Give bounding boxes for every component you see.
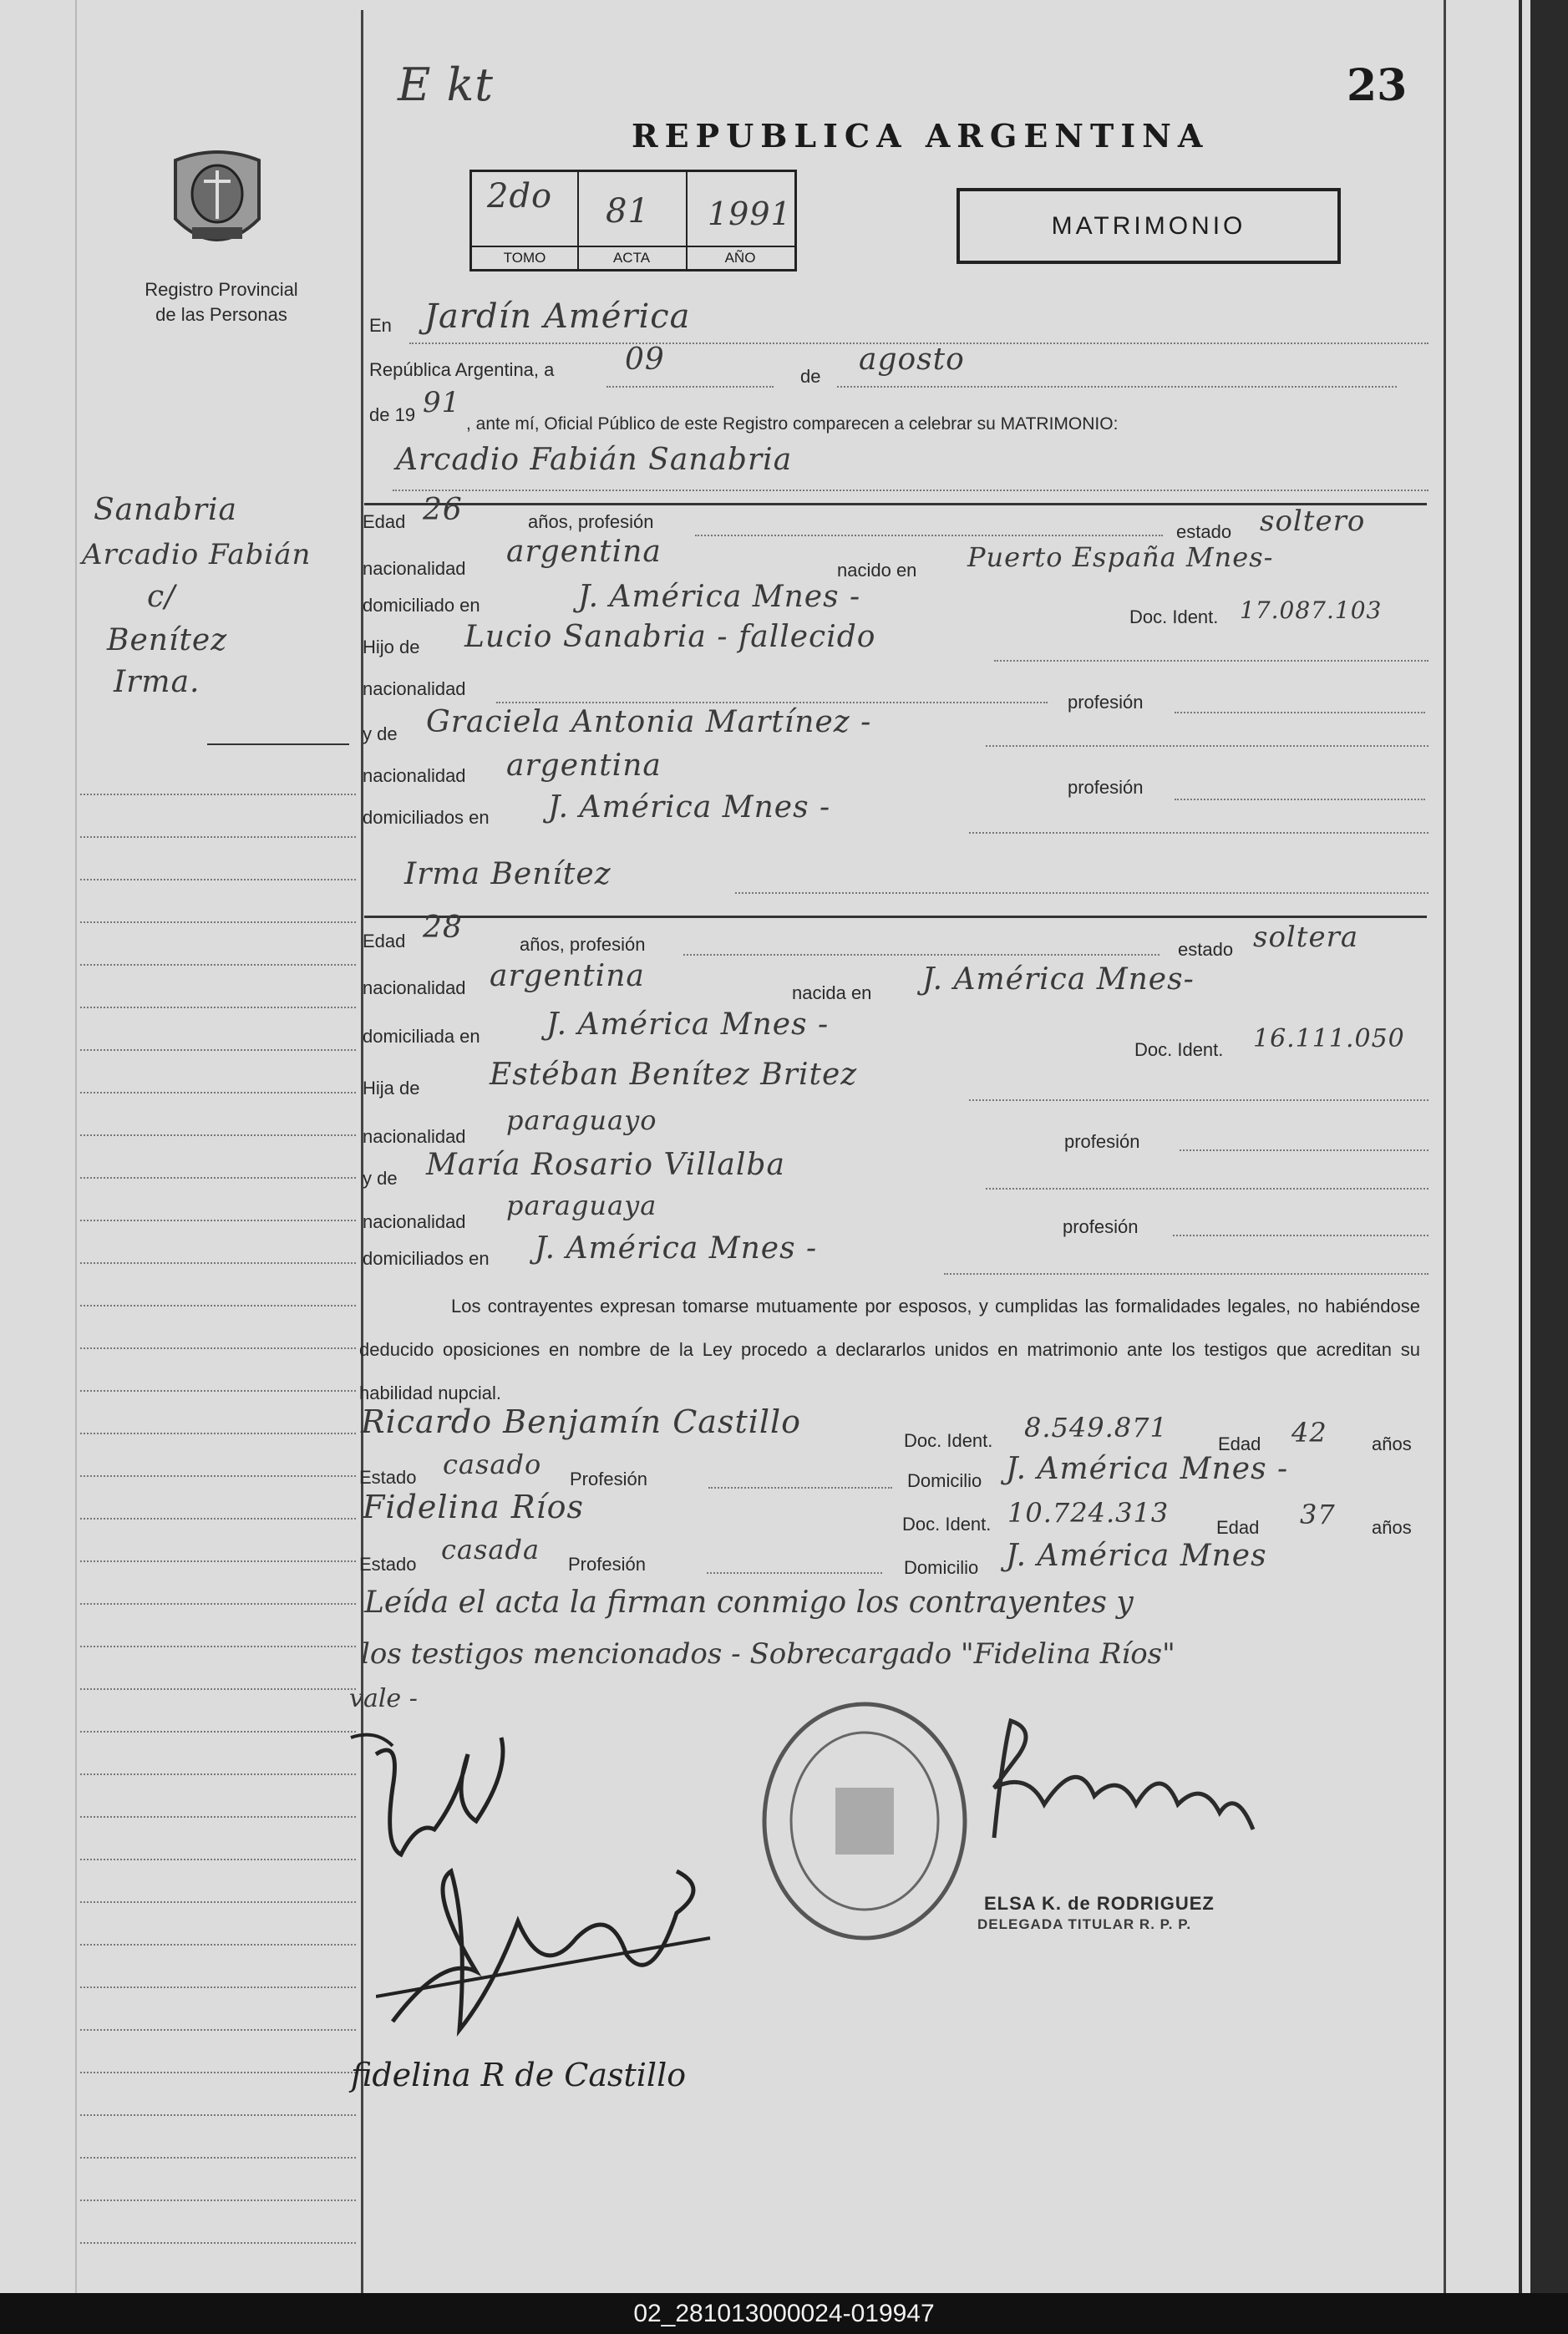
bride-nac-madre-label: nacionalidad bbox=[363, 1211, 466, 1232]
witness-2-profesion-line bbox=[707, 1572, 882, 1574]
margin-rule-line bbox=[80, 1390, 356, 1392]
registry-line-2: de las Personas bbox=[155, 304, 287, 325]
groom-doc-label: Doc. Ident. bbox=[1129, 606, 1219, 627]
bride-doc-label: Doc. Ident. bbox=[1134, 1039, 1224, 1060]
groom-profesion-madre-label: profesión bbox=[1068, 777, 1144, 798]
registry-line-1: Registro Provincial bbox=[145, 279, 298, 300]
margin-rule-line bbox=[80, 1944, 356, 1946]
margin-rule-line bbox=[80, 836, 356, 838]
witness-1-estado-label: Estado bbox=[359, 1467, 417, 1488]
margin-rule-line bbox=[80, 921, 356, 923]
groom-domicilios-line bbox=[969, 832, 1428, 834]
bride-padre: Estéban Benítez Britez bbox=[490, 1058, 858, 1092]
document-title: REPUBLICA ARGENTINA bbox=[632, 117, 1210, 155]
witness-2-edad-label: Edad bbox=[1216, 1517, 1260, 1538]
witness-1-name: Ricardo Benjamín Castillo bbox=[361, 1403, 802, 1440]
margin-rule-line bbox=[80, 1603, 356, 1605]
bride-doc: 16.111.050 bbox=[1253, 1024, 1405, 1053]
groom-yde-label: y de bbox=[363, 723, 398, 744]
year-suffix: 91 bbox=[423, 386, 461, 419]
groom-padre-line bbox=[994, 660, 1428, 662]
closing-note-line-1: Leída el acta la firman conmigo los contrayentes y bbox=[364, 1586, 1134, 1620]
bride-nacida-label: nacida en bbox=[792, 982, 872, 1003]
margin-rule-line bbox=[80, 1177, 356, 1179]
margin-rule-line bbox=[80, 794, 356, 795]
groom-profesion-madre-line bbox=[1175, 799, 1425, 800]
bride-edad-label: Edad bbox=[363, 931, 406, 951]
groom-nacido-label: nacido en bbox=[837, 560, 917, 581]
bride-nac-madre: paraguaya bbox=[506, 1190, 657, 1221]
bride-domicilios-line bbox=[944, 1273, 1428, 1275]
bride-domicilio-label: domiciliada en bbox=[363, 1026, 480, 1047]
margin-rule-line bbox=[80, 2157, 356, 2159]
margin-rule-line bbox=[80, 1901, 356, 1903]
bride-edad: 28 bbox=[423, 911, 463, 945]
closing-note-line-3: vale - bbox=[349, 1684, 418, 1713]
witness-1-domicilio: J. América Mnes - bbox=[1006, 1452, 1289, 1486]
bride-nacida: J. América Mnes- bbox=[922, 962, 1195, 997]
margin-rule-line bbox=[80, 1092, 356, 1093]
margin-rule-line bbox=[80, 1134, 356, 1136]
bride-madre: María Rosario Villalba bbox=[426, 1148, 785, 1182]
binding-fold bbox=[75, 0, 77, 2293]
witness-2-estado-label: Estado bbox=[359, 1554, 417, 1575]
groom-padre: Lucio Sanabria - fallecido bbox=[464, 620, 876, 654]
margin-rule-line bbox=[80, 1220, 356, 1221]
margin-rule-line bbox=[80, 2114, 356, 2116]
scan-id-footer: 02_281013000024-019947 bbox=[0, 2293, 1568, 2334]
provincial-coat-of-arms-icon bbox=[167, 144, 267, 261]
witness-2-domicilio: J. América Mnes bbox=[1006, 1539, 1267, 1573]
margin-rule-line bbox=[80, 2072, 356, 2073]
statement-text: , ante mí, Oficial Público de este Registro comparecen a celebrar su MATRIMONIO: bbox=[466, 414, 1119, 434]
margin-note-rule bbox=[207, 743, 349, 745]
margin-rule-line bbox=[80, 1731, 356, 1733]
official-seal-icon bbox=[756, 1696, 973, 1946]
witness-1-profesion-label: Profesión bbox=[570, 1469, 647, 1489]
groom-nacionalidad-label: nacionalidad bbox=[363, 558, 466, 579]
groom-nac-padre-line bbox=[496, 702, 1048, 703]
witness-1-doc: 8.549.871 bbox=[1024, 1412, 1168, 1444]
bride-section-rule bbox=[364, 916, 1427, 918]
groom-nac-padre-label: nacionalidad bbox=[363, 678, 466, 699]
en-label: En bbox=[369, 315, 392, 336]
acta-value: 81 bbox=[606, 192, 650, 231]
handwritten-mark: E kt bbox=[398, 58, 495, 111]
witness-1-profesion-line bbox=[708, 1487, 892, 1489]
bride-anos-label: años, profesión bbox=[520, 934, 646, 955]
witness-2-domicilio-label: Domicilio bbox=[904, 1557, 979, 1578]
bride-profesion-madre-line bbox=[1173, 1235, 1428, 1236]
margin-divider bbox=[361, 10, 363, 2293]
margin-note-line-4: Benítez bbox=[107, 623, 228, 657]
anio-cell bbox=[686, 172, 794, 269]
witness-1-anos-label: años bbox=[1372, 1433, 1412, 1454]
margin-rule-line bbox=[80, 1646, 356, 1647]
bride-nac-padre-label: nacionalidad bbox=[363, 1126, 466, 1147]
bride-domicilios: J. América Mnes - bbox=[535, 1231, 818, 1266]
bride-profesion-madre-label: profesión bbox=[1063, 1216, 1139, 1237]
witness-2-edad: 37 bbox=[1300, 1499, 1336, 1530]
groom-madre-line bbox=[986, 745, 1428, 747]
record-box bbox=[469, 170, 797, 271]
groom-name-line bbox=[393, 490, 1428, 491]
page-edge bbox=[1519, 0, 1522, 2293]
groom-doc: 17.087.103 bbox=[1240, 596, 1383, 624]
year-prefix: de 19 bbox=[369, 404, 416, 425]
margin-rule-line bbox=[80, 2200, 356, 2201]
month-line bbox=[837, 386, 1397, 388]
groom-signature-icon bbox=[343, 1721, 560, 1871]
scan-right-edge bbox=[1530, 0, 1568, 2293]
official-title: DELEGADA TITULAR R. P. P. bbox=[977, 1916, 1192, 1932]
margin-note-line-2: Arcadio Fabián bbox=[82, 538, 312, 571]
margin-note-line-3: c/ bbox=[147, 580, 176, 614]
margin-rule-line bbox=[80, 1007, 356, 1008]
witness-2-doc: 10.724.313 bbox=[1007, 1497, 1170, 1529]
bride-name: Irma Benítez bbox=[404, 857, 611, 891]
bride-padre-line bbox=[969, 1099, 1428, 1101]
groom-profesion-padre-label: profesión bbox=[1068, 692, 1144, 713]
tomo-cell bbox=[472, 172, 579, 269]
bride-nacionalidad-label: nacionalidad bbox=[363, 977, 466, 998]
margin-rule-line bbox=[80, 2242, 356, 2244]
witness-2-doc-label: Doc. Ident. bbox=[902, 1514, 992, 1535]
margin-rule-line bbox=[80, 1518, 356, 1520]
margin-rule-line bbox=[80, 964, 356, 966]
margin-rule-line bbox=[80, 1560, 356, 1562]
day-value: 09 bbox=[625, 342, 665, 377]
witness-1-estado: casado bbox=[443, 1449, 542, 1480]
groom-hijo-label: Hijo de bbox=[363, 637, 420, 657]
bride-yde-label: y de bbox=[363, 1168, 398, 1189]
anio-label: AÑO bbox=[686, 246, 794, 269]
tomo-label: TOMO bbox=[472, 246, 577, 269]
month-value: agosto bbox=[859, 342, 965, 377]
groom-estado-label: estado bbox=[1176, 521, 1232, 542]
groom-madre: Graciela Antonia Martínez - bbox=[426, 705, 872, 739]
groom-nac-madre: argentina bbox=[506, 748, 662, 783]
margin-rule-line bbox=[80, 1986, 356, 1988]
margin-rule-line bbox=[80, 879, 356, 880]
groom-anos-label: años, profesión bbox=[528, 511, 654, 532]
groom-domicilio-label: domiciliado en bbox=[363, 595, 480, 616]
witness-1-edad-label: Edad bbox=[1218, 1433, 1261, 1454]
groom-profesion-padre-line bbox=[1175, 712, 1425, 713]
page-number: 23 bbox=[1347, 60, 1408, 111]
groom-nac-madre-label: nacionalidad bbox=[363, 765, 466, 786]
groom-domicilio: J. América Mnes - bbox=[578, 580, 861, 614]
margin-rule-line bbox=[80, 1262, 356, 1264]
margin-rule-line bbox=[80, 1816, 356, 1818]
tomo-value: 2do bbox=[487, 177, 553, 216]
closing-note-line-2: los testigos mencionados - Sobrecargado "Fidelina Ríos" bbox=[361, 1637, 1175, 1671]
bride-nac-padre: paraguayo bbox=[506, 1104, 657, 1136]
official-name: ELSA K. de RODRIGUEZ bbox=[984, 1893, 1215, 1914]
groom-nacionalidad: argentina bbox=[506, 535, 662, 569]
witness-1-domicilio-label: Domicilio bbox=[907, 1470, 982, 1491]
witness-1-edad: 42 bbox=[1291, 1417, 1327, 1449]
groom-edad-label: Edad bbox=[363, 511, 406, 532]
acta-label: ACTA bbox=[577, 246, 686, 269]
republica-label: República Argentina, a bbox=[369, 359, 555, 380]
margin-rule-line bbox=[80, 1475, 356, 1477]
margin-rule-line bbox=[80, 1773, 356, 1775]
groom-name: Arcadio Fabián Sanabria bbox=[396, 443, 793, 477]
witness-signature: fidelina R de Castillo bbox=[351, 2057, 687, 2093]
groom-nacido: Puerto España Mnes- bbox=[967, 541, 1274, 573]
bride-domicilio: J. América Mnes - bbox=[546, 1007, 830, 1042]
acta-cell bbox=[577, 172, 688, 269]
groom-domicilios: J. América Mnes - bbox=[548, 790, 831, 825]
witness-2-anos-label: años bbox=[1372, 1517, 1412, 1538]
groom-profesion-line bbox=[695, 535, 1163, 536]
margin-rule-line bbox=[80, 1433, 356, 1434]
margin-rule-line bbox=[80, 1305, 356, 1307]
bride-domicilios-label: domiciliados en bbox=[363, 1248, 490, 1269]
margin-rule-line bbox=[80, 1049, 356, 1051]
margin-rule-line bbox=[80, 1688, 356, 1690]
place-value: Jardín América bbox=[424, 297, 691, 336]
anio-value: 1991 bbox=[708, 195, 792, 232]
de-label: de bbox=[800, 366, 821, 387]
matrimonio-box: MATRIMONIO bbox=[957, 188, 1341, 264]
bride-profesion-padre-label: profesión bbox=[1064, 1131, 1140, 1152]
bride-profesion-line bbox=[683, 954, 1160, 956]
groom-estado: soltero bbox=[1260, 505, 1366, 538]
bride-signature-icon bbox=[376, 1855, 777, 2055]
margin-rule-line bbox=[80, 2029, 356, 2031]
day-line bbox=[606, 386, 774, 388]
bride-estado-label: estado bbox=[1178, 939, 1234, 960]
groom-edad: 26 bbox=[423, 493, 463, 527]
bride-profesion-padre-line bbox=[1180, 1149, 1428, 1151]
margin-rule-line bbox=[80, 1859, 356, 1860]
official-signature-icon bbox=[961, 1704, 1278, 1863]
bride-hija-label: Hija de bbox=[363, 1078, 420, 1099]
bride-madre-line bbox=[986, 1188, 1428, 1190]
right-border bbox=[1444, 0, 1446, 2293]
groom-domicilios-label: domiciliados en bbox=[363, 807, 490, 828]
registry-label bbox=[117, 277, 326, 327]
margin-note-line-1: Sanabria bbox=[94, 493, 238, 527]
bride-estado: soltera bbox=[1253, 921, 1359, 954]
declaration-text: Los contrayentes expresan tomarse mutuamente por esposos, y cumplidas las formalidades legales, no habiéndose deducido oposiciones en nombre de la Ley procedo a declararlos unidos en matrimonio ante los testigos que acreditan su habilidad nupcial. bbox=[359, 1296, 1420, 1403]
witness-2-profesion-label: Profesión bbox=[568, 1554, 646, 1575]
margin-rule-line bbox=[80, 1347, 356, 1349]
witness-2-name: Fidelina Ríos bbox=[363, 1489, 584, 1525]
margin-note-line-5: Irma. bbox=[114, 665, 200, 699]
bride-nacionalidad: argentina bbox=[490, 959, 645, 993]
witness-2-estado: casada bbox=[441, 1534, 540, 1565]
witness-1-doc-label: Doc. Ident. bbox=[904, 1430, 993, 1451]
bride-name-line bbox=[735, 892, 1428, 894]
